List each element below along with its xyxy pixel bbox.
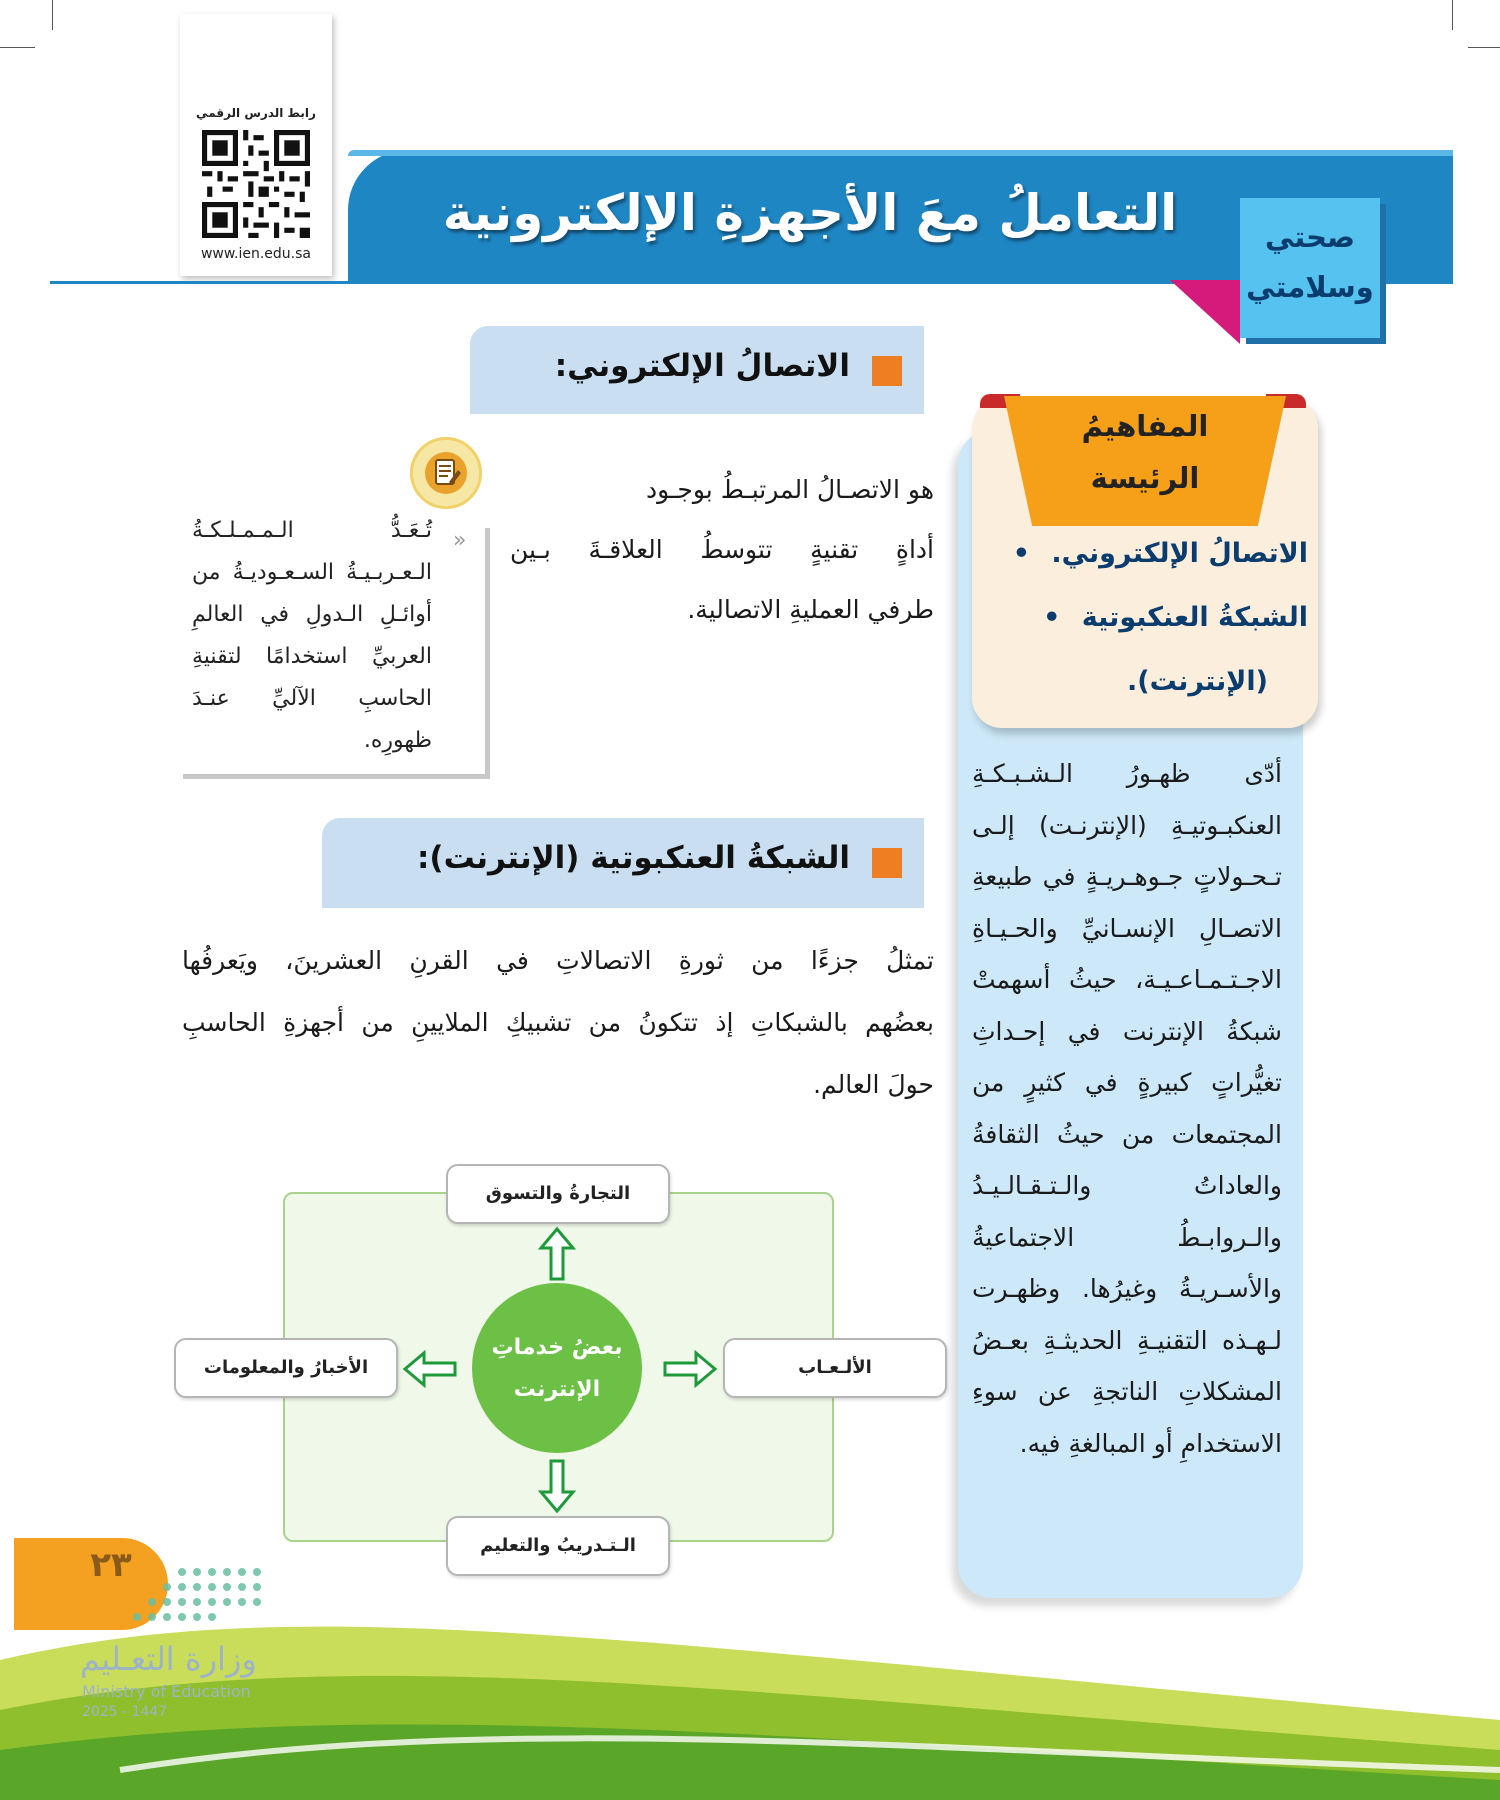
diagram-node-games: الألـعـاب (723, 1338, 947, 1398)
qr-url[interactable]: www.ien.edu.sa (200, 246, 312, 262)
crop-mark (1468, 47, 1500, 48)
center-line: الإنترنت (513, 1377, 601, 1402)
arrow-up-icon (538, 1226, 576, 1282)
section-marker-icon (872, 356, 902, 386)
badge-line1: صحتي (1264, 220, 1356, 254)
header-rule (50, 281, 1280, 284)
page-number: ٢٣ (90, 1545, 132, 1585)
ministry-name-english: Ministry of Education (82, 1682, 251, 1701)
diagram-node-commerce: التجارةُ والتسوق (446, 1164, 670, 1224)
paragraph-line: هو الاتصـالُ المرتبـطُ بوجـود (646, 475, 934, 504)
crop-mark (0, 47, 35, 48)
section-title: الاتصالُ الإلكتروني: (554, 348, 850, 384)
diagram-center (472, 1283, 642, 1453)
concept-item-continuation: (الإنترنت). (1127, 666, 1268, 697)
center-line: بعضُ خدماتِ (491, 1335, 623, 1360)
concept-item (990, 602, 1308, 633)
note-text: تُـعَـدُّ الـمـمـلـكـةُ الـعـربـيـةُ السـعـوديـةُ من أوائـلِ الـدولِ في العالمِ العربيِّ استخدامًا لتقنيةِ الحاسبِ الآليِّ عنـدَ ظهورِه. (192, 518, 432, 753)
section2-paragraph (182, 930, 934, 1116)
paragraph-line: حولَ العالم. (813, 1070, 934, 1099)
key-concepts-title (1030, 400, 1260, 504)
unit-badge (1240, 198, 1380, 338)
concept-item (990, 538, 1308, 569)
panel-paragraph: أدّى ظهـورُ الـشـبـكـةِ العنكبـوتيـةِ (الإنترنـت) إلـى تـحـولاتٍ جـوهـريـةٍ في طبيعةِ الاتصـالِ الإنسـانيِّ والحـيـاةِ الاجـتـمـاعـيـة، حيثُ أسهمتْ شبكةُ الإنترنت في إحـداثِ تغيُّراتٍ كبيرةٍ في كثيرٍ من المجتمعات من حيثُ الثقافةُ والعاداتُ والـتـقـالـيـدُ والـروابـطُ الاجتماعيةُ والأسـريـةُ وغيرُها. وظهـرت لـهـذه التقنيـةِ الحديثـةِ بعـضُ المشكلاتِ الناتجةِ عن سوءِ الاستخدامِ أو المبالغةِ فيه. (972, 759, 1282, 1458)
arrow-right-icon (662, 1350, 718, 1388)
diagram-node-news: الأخبارُ والمعلومات (174, 1338, 398, 1398)
section1-paragraph (510, 460, 934, 640)
paragraph-line: تمثلُ جزءًا من ثورةِ الاتصالاتِ في القرنِ العشرينَ، ويَعرفُها (182, 946, 934, 975)
diagram-node-training: الـتـدريبُ والتعليم (446, 1516, 670, 1576)
ministry-name-arabic: وزارة التعـليم (80, 1640, 257, 1678)
quote-icon: » (453, 528, 467, 553)
page-title: التعاملُ معَ الأجهزةِ الإلكترونية (442, 184, 1178, 242)
concept-text: الشبكةُ العنكبوتية (1081, 602, 1308, 633)
paragraph-line: طرفي العمليةِ الاتصالية. (687, 595, 934, 624)
bullet-icon: • (1012, 538, 1030, 569)
title-line: الرئيسة (1090, 461, 1200, 495)
title-banner-highlight (348, 150, 1453, 156)
note-icon (410, 437, 482, 509)
section-marker-icon (872, 848, 902, 878)
badge-line2: وسلامتي (1246, 270, 1374, 304)
title-line: المفاهيمُ (1081, 409, 1209, 443)
badge-ribbon (1170, 280, 1240, 344)
qr-card[interactable] (180, 14, 332, 276)
paragraph-line: بعضُهم بالشبكاتِ إذ تتكونُ من تشبيكِ الملايينِ من أجهزةِ الحاسبِ (182, 1008, 934, 1037)
ministry-year: 2025 - 1447 (82, 1704, 168, 1720)
arrow-down-icon (538, 1458, 576, 1514)
bullet-icon: • (1043, 602, 1061, 633)
arrow-left-icon (402, 1350, 458, 1388)
section-title: الشبكةُ العنكبوتية (الإنترنت): (417, 840, 850, 876)
paragraph-line: أداةٍ تقنيةٍ تتوسطُ العلاقـةَ بـين (510, 535, 934, 564)
crop-mark (52, 0, 53, 30)
qr-label: رابط الدرس الرقمي (196, 106, 316, 120)
crop-mark (1452, 0, 1453, 30)
qr-code-icon[interactable] (202, 130, 310, 238)
concept-text: الاتصالُ الإلكتروني. (1051, 538, 1308, 569)
